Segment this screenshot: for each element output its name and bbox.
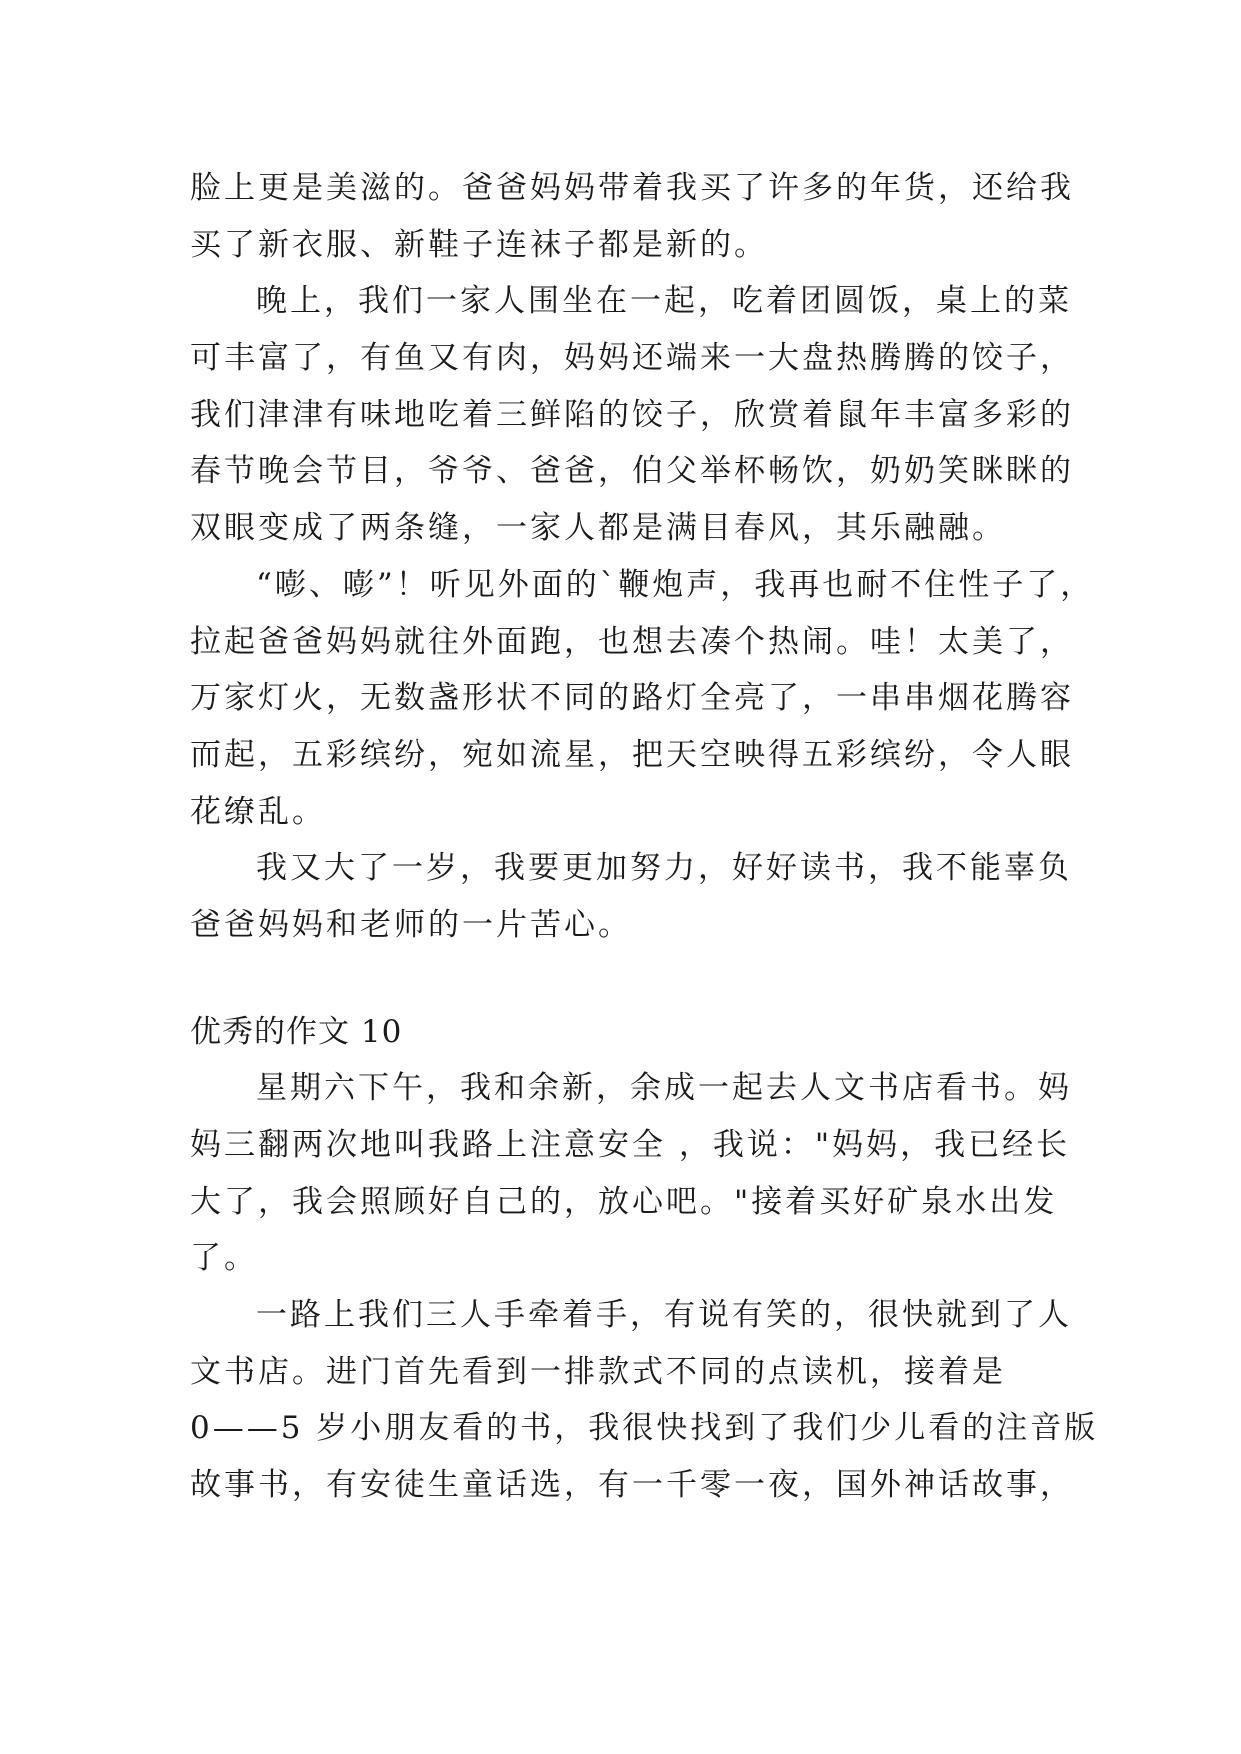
text-line: 我又大了一岁，我要更加努力，好好读书，我不能辜负 <box>256 850 1072 887</box>
text-line: 大了，我会照顾好自己的，放心吧。"接着买好矿泉水出发 <box>190 1183 1058 1220</box>
text-line: “嘭、嘭”！听见外面的`鞭炮声，我再也耐不住性子了， <box>256 566 1095 603</box>
paragraph-3 <box>190 557 1095 840</box>
text-line: 万家灯火，无数盏形状不同的路灯全亮了，一串串烟花腾容 <box>190 680 1074 717</box>
text-line: 星期六下午，我和余新，余成一起去人文书店看书。妈 <box>256 1070 1072 1107</box>
document-page <box>190 160 1099 1514</box>
text-line: 双眼变成了两条缝，一家人都是满目春风，其乐融融。 <box>190 510 1006 547</box>
essay-title: 优秀的作文 10 <box>190 1013 403 1050</box>
paragraph-2 <box>190 273 1074 556</box>
text-line: 买了新衣服、新鞋子连袜子都是新的。 <box>190 226 768 263</box>
text-line: 我们津津有味地吃着三鲜陷的饺子，欣赏着鼠年丰富多彩的 <box>190 396 1074 433</box>
text-line: 而起，五彩缤纷，宛如流星，把天空映得五彩缤纷，令人眼 <box>190 736 1074 773</box>
paragraph-5 <box>190 1060 1070 1287</box>
section-gap <box>190 954 1070 1004</box>
text-line: 妈三翻两次地叫我路上注意安全 ，我说："妈妈，我已经长 <box>190 1127 1071 1163</box>
paragraph-4 <box>190 840 1070 953</box>
section-1 <box>190 160 1095 954</box>
text-line: 故事书，有安徒生童话选，有一千零一夜，国外神话故事， <box>190 1467 1074 1504</box>
text-line: 拉起爸爸妈妈就往外面跑，也想去凑个热闹。哇！太美了， <box>190 623 1074 660</box>
text-line: 脸上更是美滋的。爸爸妈妈带着我买了许多的年货，还给我 <box>190 170 1074 206</box>
text-line: 爸爸妈妈和老师的一片苦心。 <box>190 906 632 943</box>
text-line: 0——5 岁小朋友看的书，我很快找到了我们少儿看的注音版 <box>190 1410 1099 1447</box>
text-line: 可丰富了，有鱼又有肉，妈妈还端来一大盘热腾腾的饺子， <box>190 340 1074 377</box>
section-2 <box>190 1004 1099 1514</box>
text-line: 春节晚会节目，爷爷、爸爸，伯父举杯畅饮，奶奶笑眯眯的 <box>190 453 1074 490</box>
text-line: 一路上我们三人手牵着手，有说有笑的，很快就到了人 <box>256 1297 1072 1334</box>
text-line: 花缭乱。 <box>190 793 326 830</box>
text-line: 了。 <box>190 1240 258 1277</box>
text-line: 文书店。进门首先看到一排款式不同的点读机，接着是 <box>190 1353 1006 1390</box>
text-line: 晚上，我们一家人围坐在一起，吃着团圆饭，桌上的菜 <box>256 283 1072 320</box>
paragraph-6 <box>190 1287 1099 1514</box>
paragraph-1 <box>190 160 1074 273</box>
